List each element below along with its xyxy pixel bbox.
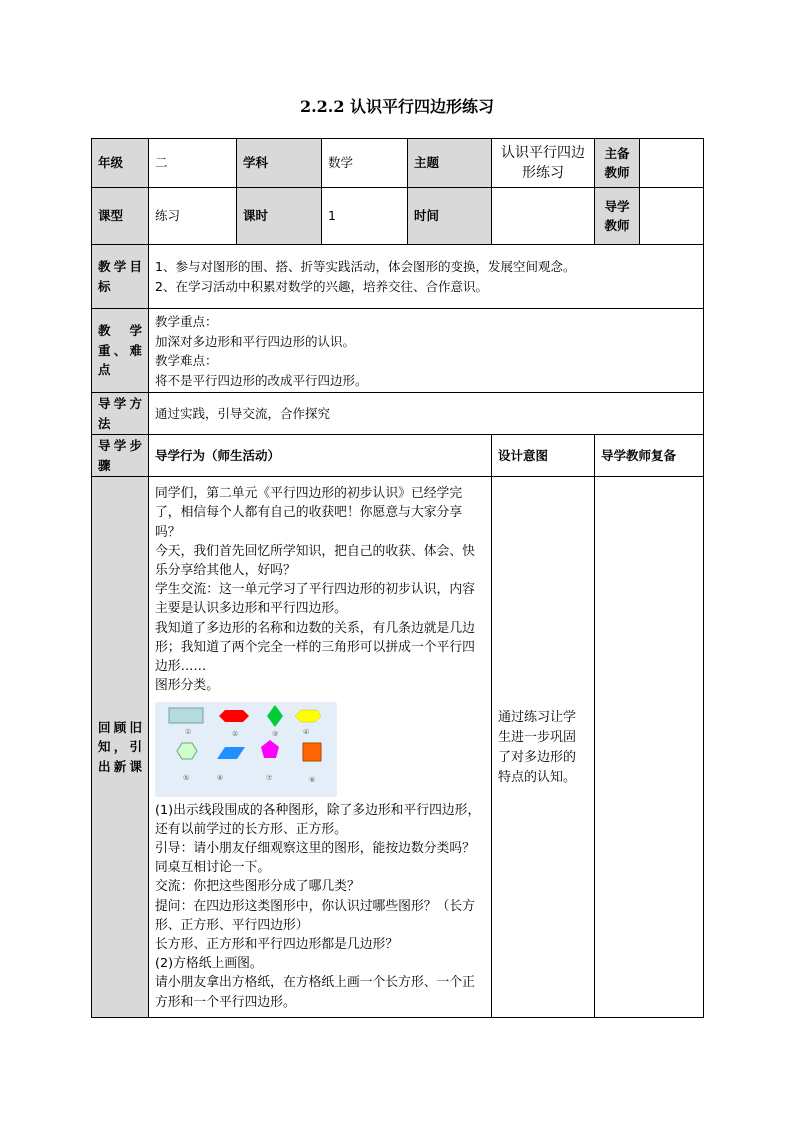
lesson-type-label: 课型 [92,188,149,245]
design-header: 设计意图 [492,435,595,477]
green-hexagon-shape [177,743,197,759]
review-note-content [595,477,704,1018]
activity-line: (1)出示线段围成的各种图形，除了多边形和平行四边形，还有以前学过的长方形、正方形。 [155,802,481,837]
design-content: 通过练习让学生进一步巩固了对多边形的特点的认知。 [492,477,595,1018]
key-point-line: 教学重点： [155,314,218,329]
methods-row [92,393,704,435]
period-label: 课时 [237,188,322,245]
blue-parallelogram-shape [217,747,245,759]
key-points-row [92,309,704,393]
objective-line: 2、在学习活动中积累对数学的兴趣，培养交往、合作意识。 [155,278,488,294]
shape-label: ③ [272,729,279,738]
shape-label: ① [185,727,192,736]
subject-value: 数学 [322,139,408,188]
activity-line: 学生交流：这一单元学习了平行四边形的初步认识，内容主要是认识多边形和平行四边形。 [155,582,475,617]
activity-content [149,477,492,1018]
key-points-label: 教学重、难点 [92,309,149,393]
activity-line: 图形分类。 [155,678,219,694]
activity-header: 导学行为（师生活动） [149,435,492,477]
methods-label: 导学方法 [92,393,149,435]
info-row-1 [92,139,704,188]
shape-label: ② [232,729,239,738]
activity-line: 同学们，第二单元《平行四边形的初步认识》已经学完了，相信每个人都有自己的收获吧！你愿意与大家分享吗？ [155,486,463,540]
key-point-line: 加深对多边形和平行四边形的认识。 [155,333,356,349]
guide-teacher-label: 导学教师 [595,188,640,245]
activity-line: 引导：请小朋友仔细观察这里的图形，能按边数分类吗？同桌互相讨论一下。 [155,840,475,876]
methods-content: 通过实践，引导交流，合作探究 [149,393,704,435]
lead-teacher-label: 主备教师 [595,139,640,188]
key-points-content [149,309,704,393]
activity-line: (2)方格纸上画图。 [155,956,263,972]
grade-value: 二 [149,139,237,188]
theme-label: 主题 [408,139,492,188]
review-header: 导学教师复备 [595,435,704,477]
objective-line: 1、参与对图形的围、搭、折等实践活动，体会图形的变换，发展空间观念。 [155,259,576,274]
activity-line: 请小朋友拿出方格纸，在方格纸上画一个长方形、一个正方形和一个平行四边形。 [155,975,475,1010]
shape-label: ⑦ [266,773,273,782]
key-point-line: 教学难点： [155,353,218,368]
lead-teacher-value [640,139,704,188]
lesson-type-value: 练习 [149,188,237,245]
info-row-2 [92,188,704,245]
activity-line: 今天，我们首先回忆所学知识，把自己的收获、体会、快乐分享给其他人，好吗？ [155,543,475,579]
theme-value: 认识平行四边形练习 [492,139,595,188]
magenta-pentagon-shape [261,740,279,758]
lesson-plan-table [91,138,704,1018]
yellow-pentagon-shape [295,710,321,722]
activity-line: 我知道了多边形的名称和边数的关系，有几条边就是几边形；我知道了两个完全一样的三角形可以拼成一个平行四边形…… [155,620,475,675]
activity-line: 交流：你把这些图形分成了哪几类？ [155,879,360,895]
document-title: 2.2.2 认识平行四边形练习 [299,97,495,116]
red-hexagon-shape [219,710,249,722]
subject-label: 学科 [237,139,322,188]
objectives-row [92,245,704,309]
time-label: 时间 [408,188,492,245]
green-rhombus-shape [267,705,283,727]
rectangle-shape [169,708,203,723]
shape-label: ⑥ [217,773,224,782]
period-value: 1 [322,188,408,245]
shapes-svg [155,702,337,797]
key-point-line: 将不是平行四边形的改成平行四边形。 [155,372,368,388]
review-section-row [92,477,704,1018]
activity-line: 长方形、正方形和平行四边形都是几边形？ [155,936,399,952]
activity-line: 提问：在四边形这类图形中，你认识过哪些图形？（长方形、正方形、平行四边形） [155,898,475,933]
objectives-label: 教学目标 [92,245,149,309]
shape-label: ⑤ [183,773,190,782]
shape-label: ⑧ [309,775,316,784]
steps-header-row [92,435,704,477]
review-section-label: 回顾旧知，引出新课 [92,477,149,1018]
orange-square-shape [303,743,321,761]
time-value [492,188,595,245]
shape-classification-image [155,702,337,797]
steps-label: 导学步骤 [92,435,149,477]
objectives-content [149,245,704,309]
guide-teacher-value [640,188,704,245]
shape-label: ④ [303,727,310,736]
grade-label: 年级 [92,139,149,188]
